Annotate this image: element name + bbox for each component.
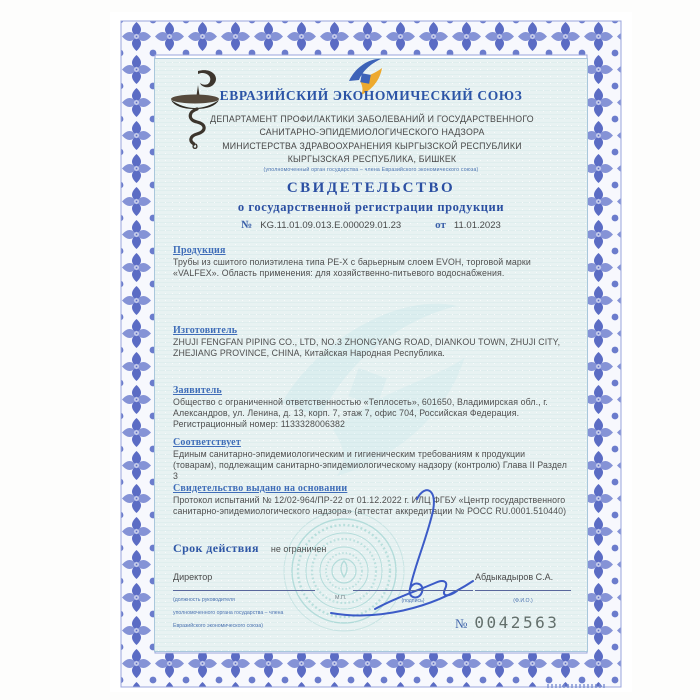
department-line: КЫРГЫЗСКАЯ РЕСПУБЛИКА, БИШКЕК [287,154,457,165]
section-body: ZHUJI FENGFAN PIPING CO., LTD, NO.3 ZHONGYANG ROAD, DIANKOU TOWN, ZHUJI CITY, ZHEJIANG PROVINCE, CHINA, Китайская Народная Республика. [173,337,561,359]
signature-line [353,590,473,591]
section-manufacturer [173,325,569,359]
serial-symbol: № [455,616,468,631]
certificate-date: 11.01.2023 [453,220,501,231]
signer-name: Абдыкадыров С.А. [475,572,554,582]
section-body: Протокол испытаний № 12/02-964/ПР-22 от 01.12.2022 г. ИЛЦ ФГБУ «Центр государственного санитарно-эпидемиологического надзора» (аттестат аккредитации № РОСС RU.0001.510440) [173,495,567,517]
department-line: САНИТАРНО-ЭПИДЕМИОЛОГИЧЕСКОГО НАДЗОРА [259,127,485,138]
certificate-number: KG.11.01.09.013.E.000029.01.23 [260,220,402,231]
section-heading: Изготовитель [173,325,238,336]
position-note-line: уполномоченного органа государства – члена [173,610,284,616]
handwritten-signature [321,485,486,670]
section-product [173,245,569,279]
section-body: Общество с ограниченной ответственностью «Теплосеть», 601650, Владимирская обл., г. Александров, ул. Ленина, д. 13, корп. 7, этаж 7, офис 704, Российская Федерация. Регистрационный номер: 1133328006382 [173,397,548,430]
validity-value: не ограничен [270,544,327,554]
section-heading: Соответствует [173,437,241,448]
date-label: от [435,219,446,231]
position-line [173,590,315,591]
stamp-place-label: М.П. [335,595,347,601]
name-note: (Ф.И.О.) [513,598,533,604]
number-symbol: № [241,219,253,231]
section-applicant [173,385,569,431]
certificate-subtitle: о государственной регистрации продукции [237,200,505,214]
section-heading: Заявитель [173,385,222,396]
authority-note: (уполномоченный орган государства – члена Евразийского экономического союза) [263,167,479,173]
name-line [475,590,571,591]
certificate-number-row [155,219,587,231]
certificate-title: СВИДЕТЕЛЬСТВО [286,180,456,196]
signature-note: (подпись) [401,598,425,604]
position-note [173,594,283,633]
section-compliance [173,437,569,483]
printer-micro-print [547,684,607,688]
section-heading: Продукция [173,245,226,256]
validity-label: Срок действия [173,541,259,555]
position-note-line: (должность руководителя [173,597,235,603]
union-title: ЕВРАЗИЙСКИЙ ЭКОНОМИЧЕСКИЙ СОЮЗ [219,88,523,103]
department-line: МИНИСТЕРСТВА ЗДРАВООХРАНЕНИЯ КЫРГЫЗСКОЙ РЕСПУБЛИКИ [222,140,522,151]
certificate-sheet [110,12,632,692]
serial-digits: 0042563 [474,613,560,632]
issuing-authority [185,113,559,167]
signer-position: Директор [173,572,213,582]
position-note-line: Евразийского экономического союза) [173,623,264,629]
serial-number [455,613,559,632]
section-body: Трубы из сшитого полиэтилена типа PE-X с барьерным слоем EVOH, торговой марки «VALFEX». Область применения: для хозяйственно-питьевого водоснабжения. [173,257,531,279]
department-line: ДЕПАРТАМЕНТ ПРОФИЛАКТИКИ ЗАБОЛЕВАНИЙ И ГОСУДАРСТВЕННОГО [210,114,534,124]
section-heading: Свидетельство выдано на основании [173,483,348,494]
certificate-panel [154,58,588,652]
section-body: Единым санитарно-эпидемиологическим и гигиеническим требованиям к продукции (товарам), подлежащим санитарно-эпидемиологическому надзору (контролю) Глава II Раздел 3 [173,449,567,482]
